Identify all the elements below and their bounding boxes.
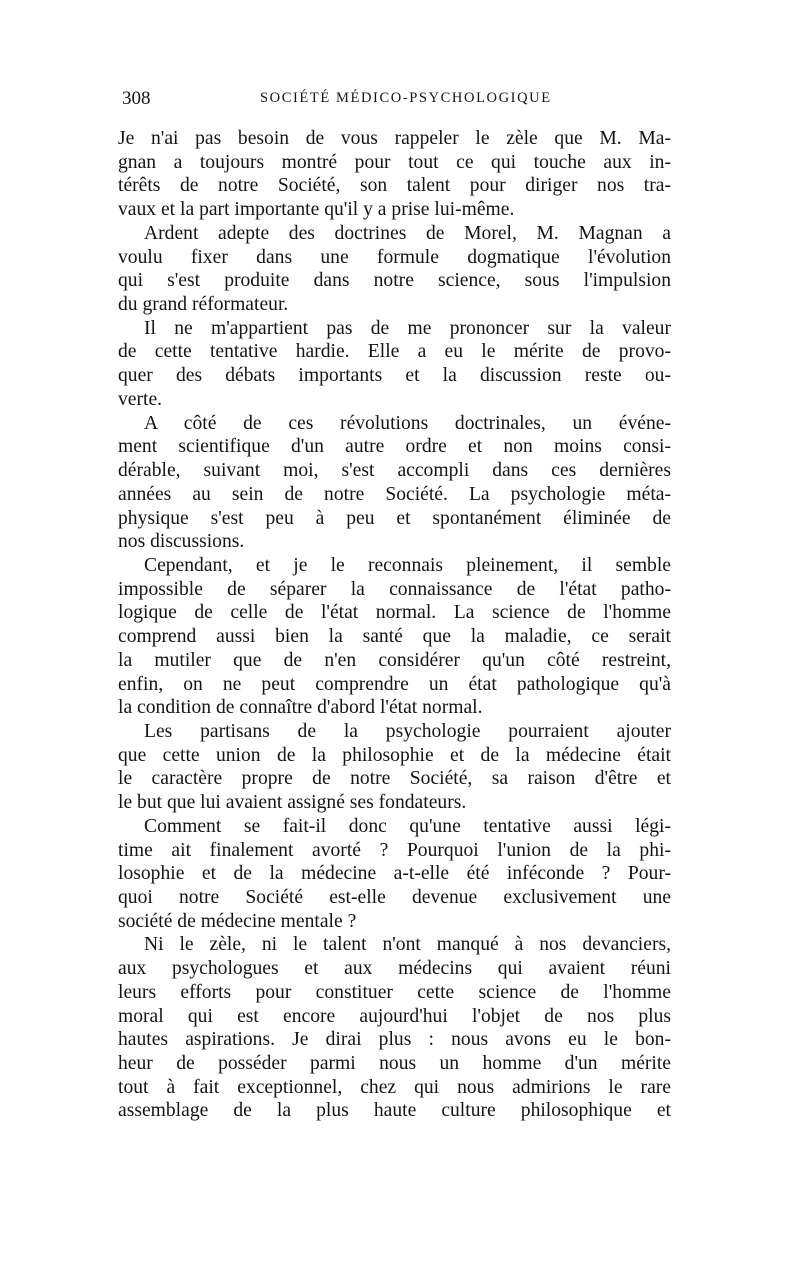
text-line: vaux et la part importante qu'il y a prise lui-même.: [118, 199, 515, 221]
text-line: Je n'ai pas besoin de vous rappeler le zèle que M. Ma-: [118, 128, 671, 149]
text-line: Cependant, et je le reconnais pleinement, il semble: [144, 554, 671, 576]
text-line: le but que lui avaient assigné ses fondateurs.: [118, 792, 467, 814]
text-line: moral qui est encore aujourd'hui l'objet de nos plus: [118, 1005, 671, 1027]
text-line: quer des débats importants et la discussion reste ou-: [118, 365, 671, 387]
text-line: time ait finalement avorté ? Pourquoi l'union de la phi-: [118, 839, 671, 861]
text-line: le caractère propre de notre Société, sa raison d'être et: [118, 768, 671, 790]
text-line: du grand réformateur.: [118, 294, 289, 316]
text-line: Ni le zèle, ni le talent n'ont manqué à nos devanciers,: [144, 934, 671, 956]
text-line: qui s'est produite dans notre science, sous l'impulsion: [118, 270, 671, 292]
running-title: SOCIÉTÉ MÉDICO-PSYCHOLOGIQUE: [260, 90, 552, 106]
text-line: de cette tentative hardie. Elle a eu le mérite de provo-: [118, 341, 671, 363]
text-line: logique de celle de l'état normal. La science de l'homme: [118, 602, 671, 624]
book-page: [118, 88, 671, 1123]
text-line: hautes aspirations. Je dirai plus : nous avons eu le bon-: [118, 1029, 671, 1051]
text-line: voulu fixer dans une formule dogmatique l'évolution: [118, 246, 671, 268]
text-line: impossible de séparer la connaissance de l'état patho-: [118, 578, 671, 600]
text-line: losophie et de la médecine a-t-elle été inféconde ? Pour-: [118, 863, 671, 885]
text-line: que cette union de la philosophie et de la médecine était: [118, 744, 671, 766]
text-line: leurs efforts pour constituer cette science de l'homme: [118, 981, 671, 1003]
text-line: nos discussions.: [118, 531, 245, 553]
text-line: la condition de connaître d'abord l'état normal.: [118, 697, 483, 719]
text-line: heur de posséder parmi nous un homme d'un mérite: [118, 1053, 671, 1075]
running-header: [118, 88, 671, 118]
text-line: années au sein de notre Société. La psychologie méta-: [118, 483, 671, 505]
text-line: ment scientifique d'un autre ordre et non moins consi-: [118, 436, 671, 458]
text-line: verte.: [118, 388, 163, 410]
text-line: enfin, on ne peut comprendre un état pathologique qu'à: [118, 673, 671, 695]
text-line: gnan a toujours montré pour tout ce qui touche aux in-: [118, 151, 671, 173]
text-line: assemblage de la plus haute culture philosophique et: [118, 1100, 671, 1122]
text-line: Ardent adepte des doctrines de Morel, M. Magnan a: [144, 222, 671, 244]
text-line: aux psychologues et aux médecins qui avaient réuni: [118, 958, 671, 980]
text-line: térêts de notre Société, son talent pour diriger nos tra-: [118, 175, 671, 197]
text-line: Il ne m'appartient pas de me prononcer sur la valeur: [144, 317, 671, 339]
text-line: A côté de ces révolutions doctrinales, un événe-: [144, 412, 671, 434]
text-line: tout à fait exceptionnel, chez qui nous admirions le rare: [118, 1076, 671, 1098]
text-line: Les partisans de la psychologie pourraient ajouter: [144, 720, 671, 742]
text-line: comprend aussi bien la santé que la maladie, ce serait: [118, 626, 671, 648]
text-line: la mutiler que de n'en considérer qu'un côté restreint,: [118, 649, 671, 671]
body-text: [118, 127, 671, 1123]
text-line: dérable, suivant moi, s'est accompli dans ces dernières: [118, 460, 671, 482]
page-number: 308: [122, 88, 151, 109]
text-line: société de médecine mentale ?: [118, 910, 357, 932]
text-line: quoi notre Société est-elle devenue exclusivement une: [118, 887, 671, 908]
text-line: Comment se fait-il donc qu'une tentative aussi légi-: [144, 815, 671, 837]
text-line: physique s'est peu à peu et spontanément éliminée de: [118, 507, 671, 529]
